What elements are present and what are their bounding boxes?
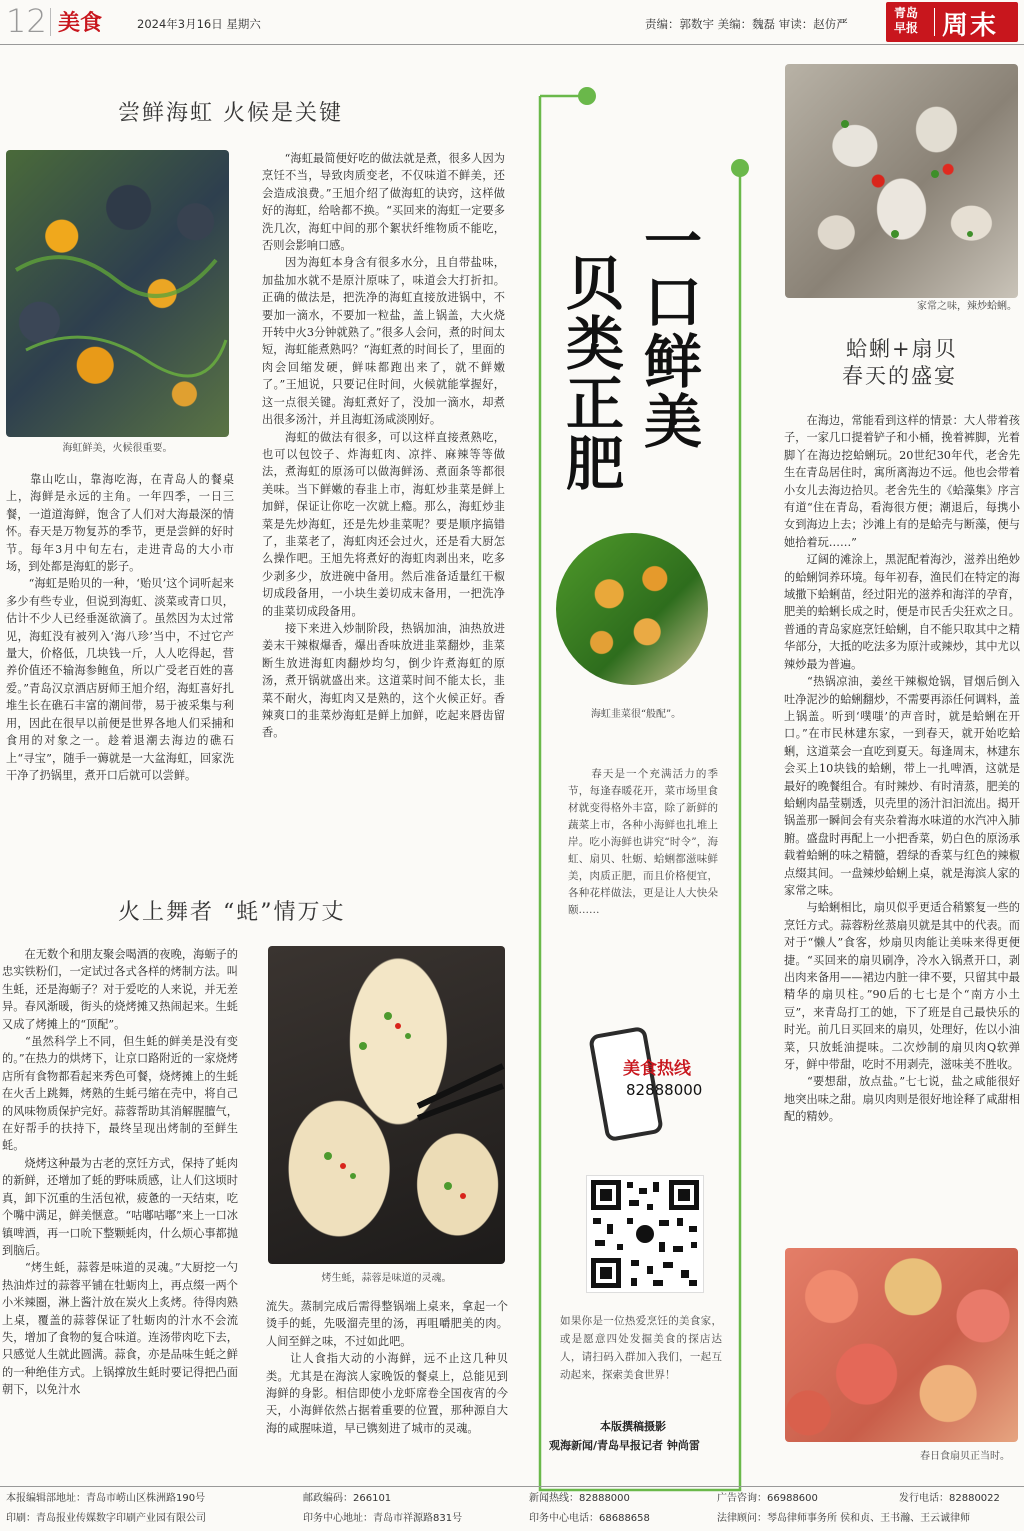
footer-ad-contact: 广告咨询：66988600 <box>717 1493 818 1504</box>
qr-code[interactable] <box>586 1175 704 1293</box>
header-rule <box>0 44 1024 45</box>
chives-mussel-photo <box>556 533 708 685</box>
brand-divider <box>934 8 935 36</box>
scallop-photo-caption: 春日食扇贝正当时。 <box>920 1451 1010 1462</box>
hotline-label: 美食热线 <box>623 1059 691 1079</box>
footer-postcode: 邮政编码：266101 <box>303 1493 392 1504</box>
page-header <box>0 0 1024 46</box>
article2-body-right: 流失。蒸制完成后需得整锅端上桌来，拿起一个烫手的蚝，先吸溜壳里的汤，再咀嚼肥美的肉。人间至鲜之味，不过如此吧。 让人食指大动的小海鲜，远不止这几种贝类。尤其是在海滨人家晚饭的餐桌上，总能见到海鲜的身影。相信即使小龙虾席卷全国夜宵的今天，小海鲜依然占据着重要的位置，那种源自大海的咸腥味道，早已镌刻进了城市的灵魂。 <box>266 1300 508 1435</box>
editors-line: 责编：郭数宇 美编：魏磊 审读：赵仿严 <box>645 17 848 31</box>
footer-distribution-phone: 发行电话：82880022 <box>899 1493 1000 1504</box>
footer-rule <box>0 1486 1024 1487</box>
center-intro: 春天是一个充满活力的季节，每逢春暖花开，菜市场里食材就变得格外丰富，除了新鲜的蔬菜上市，各种小海鲜也扎堆上岸。吃小海鲜也讲究“时令”，海虹、扇贝、牡蛎、蛤蜊都滋味鲜美，肉质正肥，而且价格便宜，各种花样做法，更是让人大快朵颐…… <box>568 768 718 916</box>
oyster-photo-caption: 烤生蚝，蒜蓉是味道的灵魂。 <box>321 1273 452 1284</box>
chives-photo-caption: 海虹韭菜很“般配”。 <box>590 709 682 720</box>
headline-line-1: 一口鲜美 <box>644 208 703 456</box>
mussel-photo-caption: 海虹鲜美，火候很重要。 <box>62 443 173 454</box>
oyster-photo <box>268 946 505 1264</box>
brand-badge <box>886 2 1018 42</box>
brand-name: 青岛早报 <box>894 6 919 35</box>
clam-photo-caption: 家常之味，辣炒蛤蜊。 <box>917 301 1017 312</box>
credit-line-1: 本版撰稿摄影 <box>600 1420 666 1433</box>
article1-body-right: “海虹最简便好吃的做法就是煮，很多人因为烹饪不当，导致肉质变老，不仅味道不鲜美，还会造成浪费。”王旭介绍了做海虹的诀窍，这样做好的海虹，给啥都不换。“买回来的海虹一定要多洗几次，海虹中间的那个絮状纤维物质不能吃，否则会影响口感。 因为海虹本身含有很多水分，且自带盐味，加盐加水就不是原汁原味了，味道会大打折扣。正确的做法是，把洗净的海虹直接放进锅中，不要加一滴水，不要加一粒盐，盖上锅盖，大火烧开转中火3分钟就熟了。”很多人会问，煮的时间太短，海虹能煮熟吗？“海虹煮的时间长了，里面的肉会回缩发硬，鲜味都跑出来了，就不鲜嫩了。”王旭说，只要记住时间，火候就能掌握好，这一点很关键。海虹煮好了，没加一滴水，却煮出很多汤汁，并且海虹汤咸淡刚好。 海虹的做法有很多，可以这样直接煮熟吃，也可以包饺子、炸海虹肉、凉拌、麻辣等等做法，煮海虹的原汤可以做海鲜汤、煮面条等都很美味。当下鲜嫩的春韭上市，海虹炒韭菜是鲜上加鲜，保证让你吃一次就上瘾。那么，海虹炒韭菜是先炒海虹，还是先炒韭菜呢？要是顺序搞错了，韭菜老了，海虹肉还会过火，还是看大厨怎么操作吧。王旭先将煮好的海虹肉剥出来，吃多少剥多少，放进碗中备用。然后准备适量红干椒切成段备用，一小块生姜切成末备用，一把洗净的韭菜切成段备用。 接下来进入炒制阶段，热锅加油，油热放进姜末干辣椒爆香，爆出香味放进韭菜翻炒，韭菜断生放进海虹肉翻炒均匀，倒少许煮海虹的原汤，煮开锅就盛出来。这道菜时间不能太长，韭菜不耐火，海虹肉又是熟的，这个火候正好。香辣爽口的韭菜炒海虹是鲜上加鲜，吃起来唇齿留香。 <box>262 152 505 740</box>
footer-editorial-address: 本报编辑部地址：青岛市崂山区株洲路190号 <box>6 1493 206 1504</box>
article3-title-line-2: 春天的盛宴 <box>842 364 957 388</box>
hotline-number: 82888000 <box>626 1081 703 1099</box>
page-footer <box>0 1491 1024 1531</box>
clam-photo <box>785 64 1018 298</box>
qr-invite-text: 如果你是一位热爱烹饪的美食家，或是愿意四处发掘美食的探店达人，请扫码入群加入我们，一起互动起来，探索美食世界！ <box>560 1315 722 1381</box>
credit-line-2: 观海新闻/青岛早报记者 钟尚雷 <box>549 1439 700 1452</box>
qr-pattern-icon <box>587 1176 703 1292</box>
mussel-photo <box>6 150 229 437</box>
footer-news-hotline: 新闻热线：82888000 <box>529 1493 630 1504</box>
footer-print-center-phone: 印务中心电话：68688658 <box>529 1513 650 1524</box>
article1-title: 尝鲜海虹 火候是关键 <box>118 101 343 126</box>
article1-body-left: 靠山吃山，靠海吃海，在青岛人的餐桌上，海鲜是永远的主角。一年四季，一日三餐，一道道海鲜，饱含了人们对大海最深的情怀。春天是万物复苏的季节，更是尝鲜的好时节。每年3月中旬左右，走进青岛的大小市场，到处都是海虹的影子。 “海虹是贻贝的一种，‘贻贝’这个词听起来多少有些专业，但说到海虹、淡菜或青口贝，估计不少人已经垂涎欲滴了。虽然因为太过常见，海虹没有被列入‘海八珍’当中，不过它产量大，价格低，几块钱一斤，人人吃得起，营养价值还不输海参鲍鱼，所以广受老百姓的喜爱。”青岛汉京酒店厨师王旭介绍，海虹喜好扎堆生长在礁石丰富的潮间带，易于被采集与利用，因此在很早以前便是世界各地人们采捕和食用的对象之一。趁着退潮去海边的礁石上“寻宝”，随手一薅就是一大盆海虹，回家洗干净了扔锅里，煮开口后就可以尝鲜。 <box>6 473 234 782</box>
article2-body-left: 在无数个和朋友聚会喝酒的夜晚，海蛎子的忠实铁粉们，一定试过各式各样的烤制方法。叫生蚝，还是海蛎子？对于爱吃的人来说，并无差异。春风渐暖，街头的烧烤摊又热闹起来。生蚝又成了烤摊上的“顶配”。 “虽然科学上不同，但生蚝的鲜美是没有变的。”在热力的烘烤下，让京口路附近的一家烧烤店所有食物都看起来秀色可餐，烧烤摊上的生蚝在火舌上跳舞，烤熟的生蚝弓缩在壳中，将自己的风味物质保护完好。蒜蓉帮助其消解腥膻气，在好帮手的扶持下，最终呈现出烤制的至鲜生蚝。 烧烤这种最为古老的烹饪方式，保持了蚝肉的新鲜，还增加了蚝的野味质感，让人们这顷时真，卸下沉重的生活包袱，疲惫的一天结束，吃个嘴中满足，鲜美惬意。“咕嘟咕嘟”来上一口冰镇啤酒，再一口吮下整颗蚝肉，什么烦心事都抛到脑后。 “烤生蚝，蒜蓉是味道的灵魂。”大厨挖一勺热油炸过的蒜蓉平铺在牡蛎肉上，再点缀一两个小米辣圈，淋上酱汁放在炭火上炙烤。待得肉熟上桌，覆盖的蒜蓉保证了牡蛎肉的汁水不会流失，增加了食物的复合味道。连汤带肉吃下去，只感觉人生就此圆满。蒜食，亦是品味生蚝之鲜的一种绝佳方式。上锅撑放生蚝时要记得把凸面朝下，以免汁水 <box>2 948 238 1397</box>
headline-line-2: 贝类正肥 <box>566 250 625 498</box>
section-name: 美食 <box>58 11 103 36</box>
main-headline <box>560 208 720 512</box>
page-number: 12 <box>6 2 47 40</box>
footer-legal-counsel: 法律顾问：琴岛律师事务所 侯和贞、王书瀚、王云诚律师 <box>717 1513 971 1524</box>
brand-tag: 周末 <box>942 11 999 41</box>
article2-title: 火上舞者 “蚝”情万丈 <box>118 900 346 925</box>
footer-printer: 印刷：青岛报业传媒数字印刷产业园有限公司 <box>6 1513 206 1524</box>
footer-print-center-address: 印务中心地址：青岛市祥源路831号 <box>303 1513 463 1524</box>
issue-date: 2024年3月16日 星期六 <box>137 17 261 31</box>
scallop-photo <box>785 1248 1018 1442</box>
article3-title-line-1: 蛤蜊+扇贝 <box>846 337 958 361</box>
header-divider <box>50 8 51 36</box>
article3-body: 在海边，常能看到这样的情景：大人带着孩子，一家几口提着铲子和小桶，挽着裤脚，光着脚丫在海边挖蛤蜊玩。20世纪30年代，老舍先生在青岛居住时，寓所离海边不远。他也会带着小女儿去海边拾贝。老舍先生的《蛤藻集》序言有道“住在青岛，看海很方便；潮退后，每携小女到海边上去；沙滩上有的是蛤壳与断藻，便与她拾着玩……” 辽阔的滩涂上，黑泥配着海沙，滋养出绝妙的蛤蜊饲养环境。每年初春，渔民们在特定的海域撒下蛤蜊苗，经过阳光的滋养和海洋的孕育，肥美的蛤蜊长成之时，便是市民舌尖狂欢之日。普通的青岛家庭烹饪蛤蜊，自不能只取其中之精华部分，大抵的吃法多为原汁或辣炒，其中尤以辣炒最为普遍。 “热锅凉油，姜丝干辣椒炝锅，冒烟后倒入吐净泥沙的蛤蜊翻炒，不需要再添任何调料，盖上锅盖。听到‘噗嗤’的声音时，就是蛤蜊在开口。”在市民林建东家，一到春天，就开始吃蛤蜊，这道菜会一直吃到夏天。每逢周末，林建东会买上10块钱的蛤蜊，带上一扎啤酒，这就是最好的晚餐组合。有时辣炒、有时清蒸，肥美的蛤蜊肉晶莹剔透，贝壳里的汤汁汩汩流出。揭开锅盖那一瞬间会有夹杂着海水味道的水汽冲入肺腑。盛盘时再配上一小把香菜，奶白色的原汤承载着蛤蜊的味之精髓，碧绿的香菜与红色的辣椒点缀其间。一盘辣炒蛤蜊上桌，就是海滨人家的家常之味。 与蛤蜊相比，扇贝似乎更适合稍繁复一些的烹饪方式。蒜蓉粉丝蒸扇贝就是其中的代表。而对于“懒人”食客，炒扇贝肉能让美味来得更便捷。“买回来的扇贝刷净，冷水入锅煮开口，剥出肉来备用——裙边内脏一律不要，只留其中最精华的扇贝柱。”90后的七七是个“南方小土豆”，来青岛打工的她，下了班是自己最快乐的时光。前几日买回来的扇贝，处理好，佐以小油菜，只放蚝油提味。二次炒制的扇贝肉Q软弹牙，鲜中带甜，吃时不用剥壳，滋味美不胜收。 “要想甜，放点盐。”七七说，盐之咸能很好地突出味之甜。扇贝肉则是很好地诠释了咸甜相配的精妙。 <box>784 414 1020 1124</box>
